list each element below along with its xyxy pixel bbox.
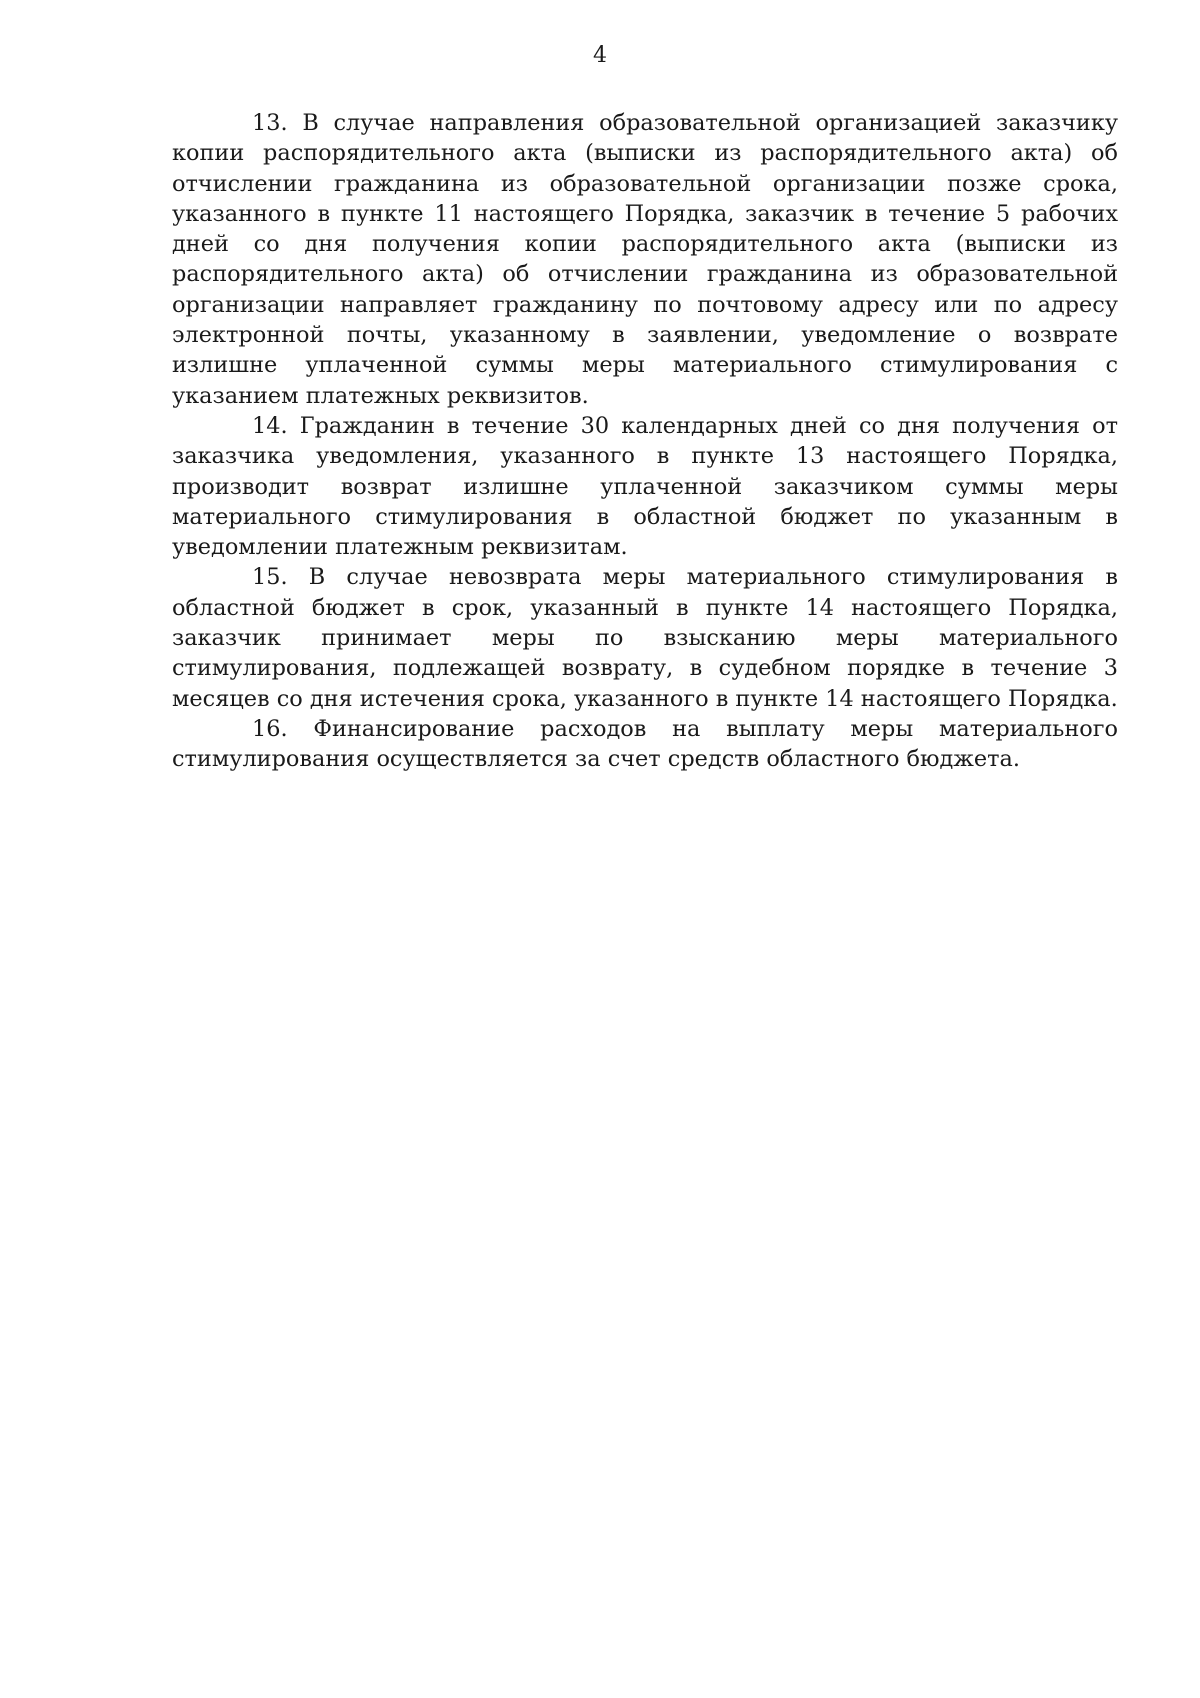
paragraph-15 (172, 562, 1118, 713)
paragraph-number: 15. (252, 564, 288, 591)
document-body (172, 108, 1118, 775)
paragraph-number: 16. (252, 715, 288, 742)
paragraph-number: 13. (252, 110, 288, 136)
paragraph-14 (172, 411, 1118, 562)
paragraph-13 (172, 108, 1118, 411)
paragraph-text: В случае направления образовательной организацией заказчику копии распорядительного акта (выписки из распорядительного акта) об отчислении гражданина из образовательной организации позже срока, указанного в пункте 11 настоящего Порядка, заказчик в течение 5 рабочих дней со дня получения копии распорядительного акта (выписки из распорядительного акта) об отчислении гражданина из образовательной организации направляет гражданину по почтовому адресу или по адресу электронной почты, указанному в заявлении, уведомление о возврате излишне уплаченной суммы меры материального стимулирования с указанием платежных реквизитов. (172, 110, 1118, 409)
paragraph-number: 14. (252, 412, 288, 439)
paragraph-text: Гражданин в течение 30 календарных дней со дня получения от заказчика уведомления, указанного в пункте 13 настоящего Порядка, производит возврат излишне уплаченной заказчиком суммы меры материального стимулирования в областной бюджет по указанным в уведомлении платежным реквизитам. (172, 412, 1118, 561)
paragraph-text: В случае невозврата меры материального стимулирования в областной бюджет в срок, указанный в пункте 14 настоящего Порядка, заказчик принимает меры по взысканию меры материального стимулирования, подлежащей возврату, в судебном порядке в течение 3 месяцев со дня истечения срока, указанного в пункте 14 настоящего Порядка. (172, 564, 1118, 712)
page-number: 4 (593, 43, 607, 68)
paragraph-text: Финансирование расходов на выплату меры материального стимулирования осуществляется за счет средств областного бюджета. (172, 715, 1118, 773)
paragraph-16 (172, 714, 1118, 775)
